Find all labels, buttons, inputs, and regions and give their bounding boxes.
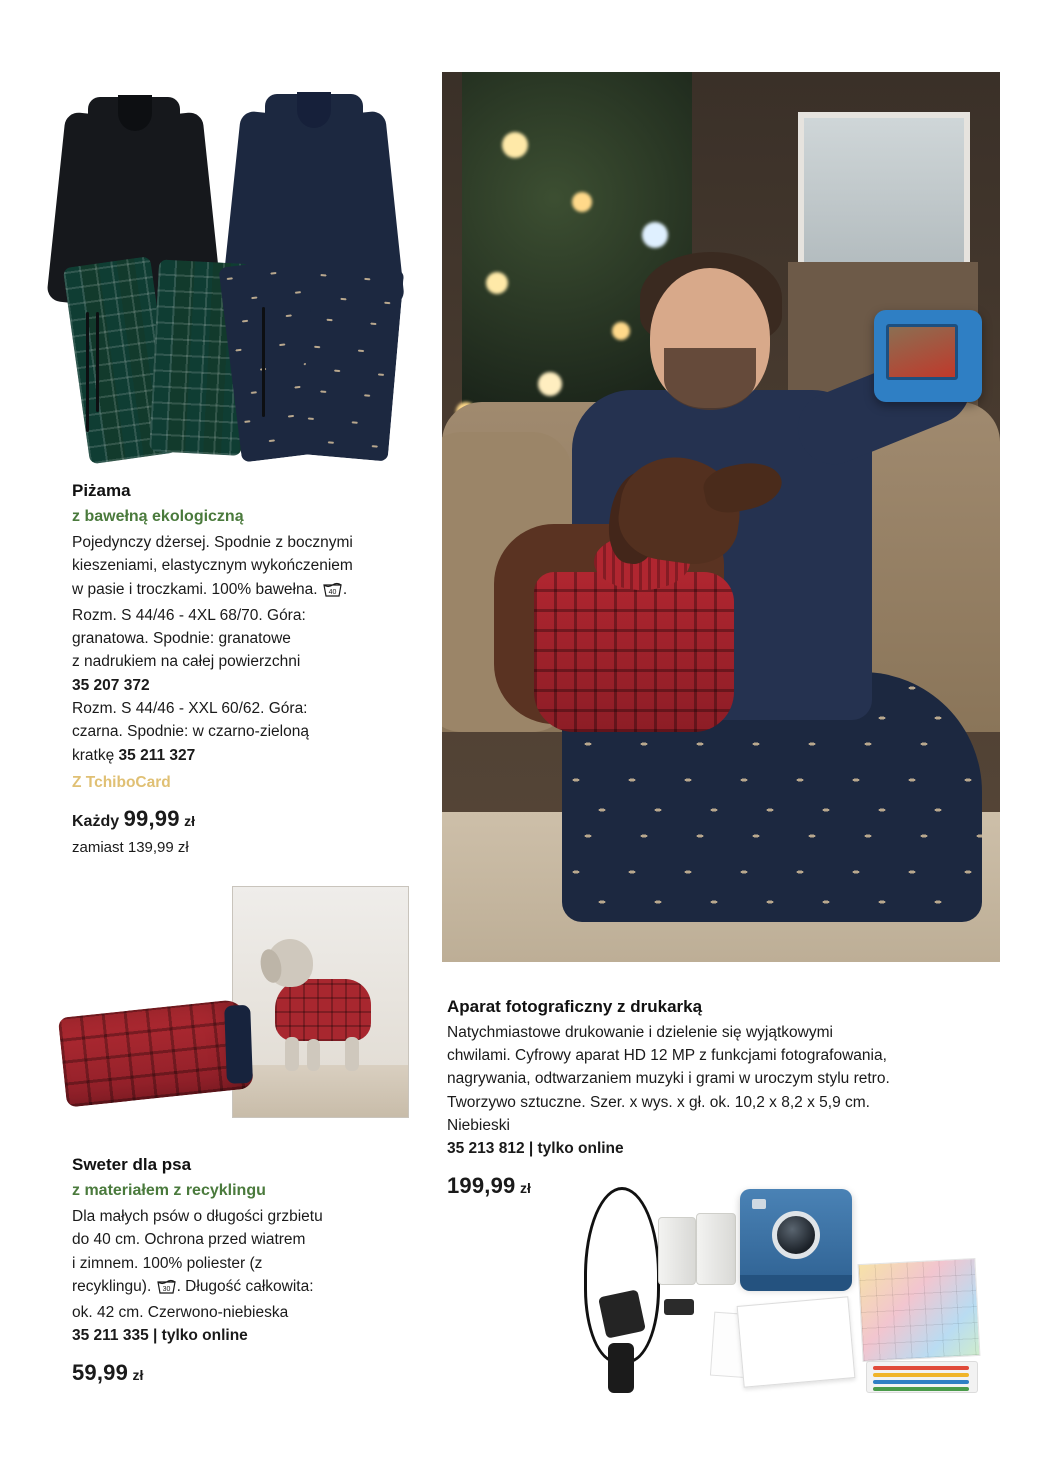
paper-roll (658, 1217, 696, 1285)
printed-photo (737, 1296, 856, 1387)
v-neck (297, 92, 331, 128)
camera-description (447, 1021, 992, 1137)
dog-sweater-article-number: 35 211 335 | tylko online (72, 1327, 248, 1345)
camera-strap (584, 1187, 660, 1363)
dog-in-sweater (275, 979, 371, 1041)
pyjama-article-number-2: 35 211 327 (118, 746, 196, 764)
dog-sweater-flat-lay (58, 998, 254, 1107)
pyjama-old-price: zamiast 139,99 zł (72, 838, 189, 856)
desc-line: i zimnem. 100% poliester (z (72, 1254, 263, 1272)
dog-sweater-price-row (72, 1356, 412, 1389)
bokeh-light (538, 372, 562, 396)
wash-care-icon (157, 1278, 176, 1301)
dog-leg (307, 1039, 320, 1071)
dog-sweater-description (72, 1205, 412, 1324)
desc-line: recyklingu). (72, 1277, 152, 1295)
dog-leg (285, 1037, 299, 1071)
sticker-sheet (858, 1258, 981, 1362)
drawstring-cord (96, 312, 99, 412)
camera-strap-clip (608, 1343, 634, 1393)
sweater-navy-trim (224, 1005, 253, 1084)
pyjama-article-number-1: 35 207 372 (72, 676, 150, 694)
camera-article-number: 35 213 812 | tylko online (447, 1140, 624, 1158)
desc-line: do 40 cm. Ochrona przed wiatrem (72, 1231, 306, 1249)
v-neck (118, 95, 152, 131)
variant-line: Rozm. S 44/46 - XXL 60/62. Góra: (72, 700, 308, 718)
price-currency: zł (184, 813, 195, 830)
length-label: . Długość całkowita: (176, 1277, 314, 1295)
desc-line: Natychmiastowe drukowanie i dzielenie się wyjątkowymi (447, 1023, 833, 1041)
wash-care-icon (323, 581, 342, 604)
drawstring-cord (262, 307, 265, 417)
price-currency: zł (132, 1366, 144, 1383)
pyjama-subtitle: z bawełną ekologiczną (72, 507, 244, 525)
price-currency: zł (519, 1179, 531, 1196)
camera-flash (752, 1199, 766, 1209)
desc-line: Pojedynczy dżersej. Spodnie z bocznymi (72, 534, 353, 552)
charger-plug (598, 1289, 646, 1338)
svg-text:40: 40 (328, 588, 337, 596)
variant-line: czarna. Spodnie: w czarno-zieloną (72, 723, 309, 741)
dog-sweater-subtitle: z materiałem z recyklingu (72, 1181, 266, 1199)
pyjama-product-photo (40, 62, 430, 462)
hero-lifestyle-photo (442, 72, 1000, 962)
pyjama-description: Pojedynczy dżersej. Spodnie z bocznymi kieszeniami, elastycznym wykończeniem w pasie i troczkami. 100% bawełna. 40 . Rozm. S 44/46 - 4XL 68/70. Góra: granatowa. Spodnie: granatowe z nadrukiem na całej powierzchni (72, 534, 353, 671)
instant-camera-held (874, 310, 982, 402)
pyjama-title: Piżama (72, 481, 131, 500)
variant-tail: kratkę (72, 746, 115, 764)
man-beard (664, 348, 756, 410)
marker-pen (873, 1366, 969, 1370)
desc-line: ok. 42 cm. Czerwono-niebieska (72, 1304, 289, 1322)
bokeh-light (612, 322, 630, 340)
camera-screen (886, 324, 958, 380)
bokeh-light (642, 222, 668, 248)
camera-print-slot (740, 1275, 852, 1291)
desc-line: kieszeniami, elastycznym wykończeniem (72, 557, 353, 575)
camera-product-photo (560, 1165, 1000, 1425)
trouser-leg (298, 262, 404, 461)
dog-sweater-photo (232, 886, 409, 1118)
price-value: 99,99 (123, 806, 180, 832)
camera-lens (772, 1211, 820, 1259)
desc-line: Rozm. S 44/46 - 4XL 68/70. Góra: (72, 606, 306, 624)
marker-pen (873, 1380, 969, 1384)
dachshund-sweater (534, 572, 734, 732)
desc-line: granatowa. Spodnie: granatowe (72, 630, 291, 648)
price-prefix: Każdy (72, 813, 120, 831)
usb-cable-connector (664, 1299, 694, 1315)
bokeh-light (572, 192, 592, 212)
pyjama-text-block (72, 478, 422, 860)
dog-sweater-title: Sweter dla psa (72, 1155, 192, 1174)
desc-line: nagrywania, odtwarzaniem muzyki i grami w uroczym stylu retro. (447, 1070, 890, 1088)
marker-pen (873, 1387, 969, 1391)
desc-line: w pasie i troczkami. 100% bawełna. (72, 580, 318, 598)
drawstring-cord (86, 312, 89, 432)
desc-line: z nadrukiem na całej powierzchni (72, 653, 301, 671)
tchibocard-note: Z TchiboCard (72, 773, 171, 791)
svg-text:30: 30 (162, 1285, 170, 1293)
pyjama-variant-description (72, 697, 422, 767)
marker-pen (873, 1373, 969, 1377)
desc-line: chwilami. Cyfrowy aparat HD 12 MP z funkcjami fotografowania, (447, 1047, 887, 1065)
bokeh-light (486, 272, 508, 294)
marker-pens (866, 1361, 978, 1393)
price-value: 199,99 (447, 1172, 516, 1198)
price-value: 59,99 (72, 1359, 129, 1385)
desc-line: Niebieski (447, 1116, 510, 1134)
desc-line: Dla małych psów o długości grzbietu (72, 1208, 323, 1226)
dog-sweater-text-block (72, 1152, 412, 1389)
dog-leg (345, 1037, 359, 1071)
paper-roll (696, 1213, 736, 1285)
camera-title: Aparat fotograficzny z drukarką (447, 997, 703, 1016)
bokeh-light (502, 132, 528, 158)
photo-floor (233, 1065, 408, 1117)
desc-line: Tworzywo sztuczne. Szer. x wys. x gł. ok. 10,2 x 8,2 x 5,9 cm. (447, 1093, 870, 1111)
pyjama-price-row (72, 802, 422, 835)
